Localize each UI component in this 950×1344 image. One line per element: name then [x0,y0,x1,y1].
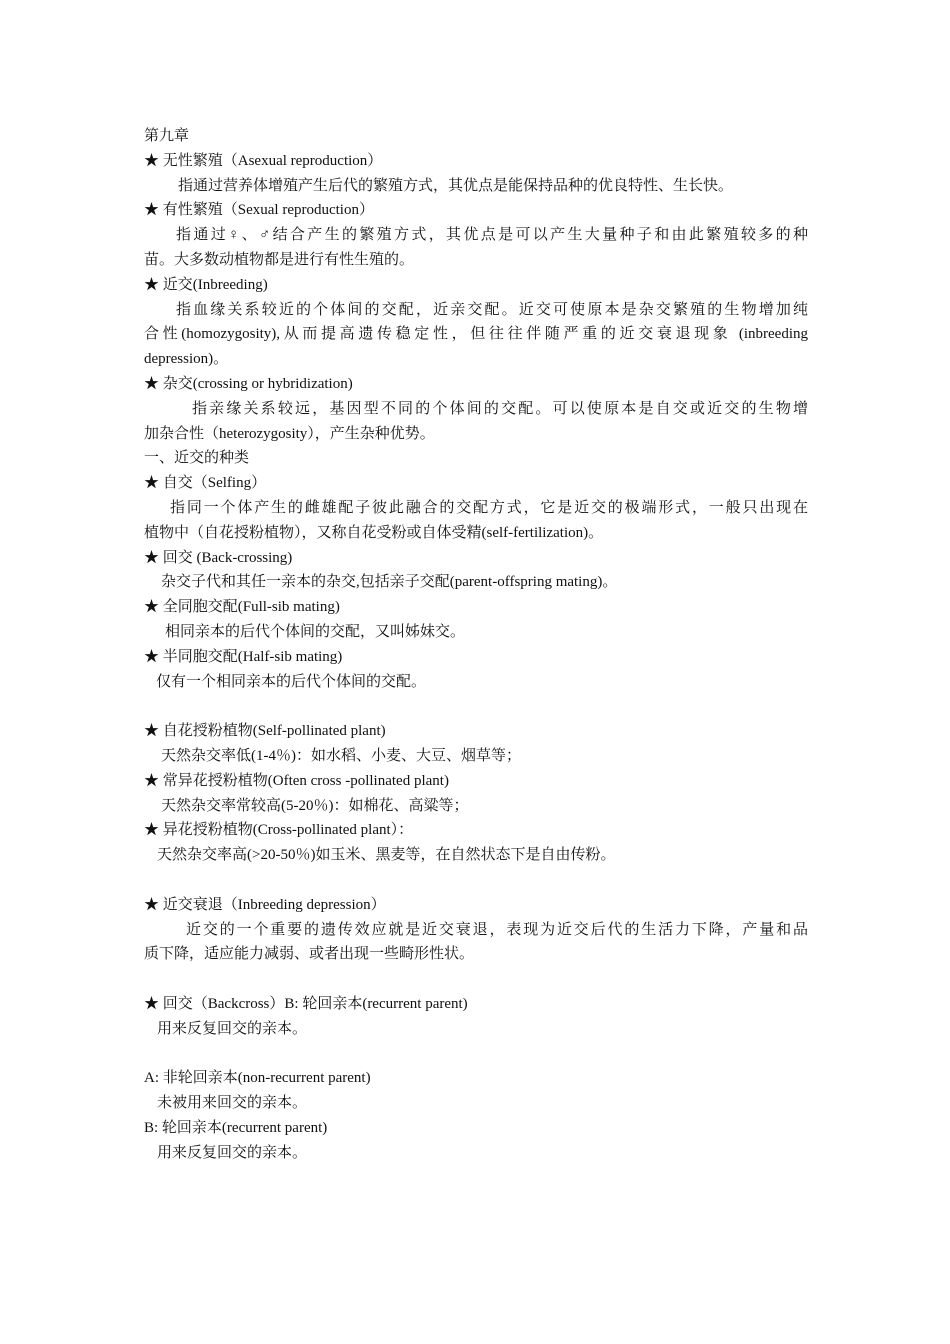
para-inbreeding-depression-2: 质下降，适应能力减弱、或者出现一些畸形性状。 [144,946,475,963]
para-recurrent: 用来反复回交的亲本。 [157,1144,308,1161]
heading-sexual: ★ 有性繁殖（Sexual reproduction） [144,202,374,219]
chapter-title: 第九章 [144,128,190,144]
heading-backcross: ★ 回交（Backcross）B: 轮回亲本(recurrent parent) [144,995,468,1012]
para-half-sib: 仅有一个相同亲本的后代个体间的交配。 [156,673,427,690]
para-often-cross: 天然杂交率常较高(5-20％)：如棉花、高粱等； [161,797,469,814]
heading-inbreeding-depression: ★ 近交衰退（Inbreeding depression） [144,896,386,913]
heading-cross-pollinated: ★ 异花授粉植物(Cross-pollinated plant）： [144,822,414,839]
para-asexual: 指通过营养体增殖产生后代的繁殖方式，其优点是能保持品种的优良特性、生长快。 [178,177,734,194]
para-full-sib: 相同亲本的后代个体间的交配，又叫姊妹交。 [165,623,466,640]
heading-recurrent: B: 轮回亲本(recurrent parent) [144,1119,328,1136]
heading-crossing: ★ 杂交(crossing or hybridization) [144,375,353,392]
para-non-recurrent: 未被用来回交的亲本。 [157,1095,308,1112]
para-cross-pollinated: 天然杂交率高(>20-50％)如玉米、黑麦等，在自然状态下是自由传粉。 [157,847,616,864]
para-inbreeding-1: 指血缘关系较近的个体间的交配，近亲交配。近交可使原本是杂交繁殖的生物增加纯 [176,301,808,318]
section-heading-types: 一、近交的种类 [144,450,250,467]
heading-back-crossing: ★ 回交 (Back-crossing) [144,549,293,566]
heading-selfing: ★ 自交（Selfing） [144,475,267,492]
para-sexual-1: 指通过♀、♂结合产生的繁殖方式，其优点是可以产生大量种子和由此繁殖较多的种 [176,227,808,244]
blank-line [144,868,808,893]
blank-line [144,967,808,992]
heading-full-sib: ★ 全同胞交配(Full-sib mating) [144,599,340,616]
blank-line [144,1041,808,1066]
heading-inbreeding: ★ 近交(Inbreeding) [144,276,268,293]
para-self-pollinated: 天然杂交率低(1-4％)：如水稻、小麦、大豆、烟草等； [161,747,521,764]
blank-line [144,694,808,719]
heading-half-sib: ★ 半同胞交配(Half-sib mating) [144,648,343,665]
para-sexual-2: 苗。大多数动植物都是进行有性生殖的。 [144,251,415,268]
heading-non-recurrent: A: 非轮回亲本(non-recurrent parent) [144,1070,371,1087]
para-back-crossing: 杂交子代和其任一亲本的杂交,包括亲子交配(parent-offspring mating)。 [161,574,618,591]
heading-self-pollinated: ★ 自花授粉植物(Self-pollinated plant) [144,723,386,740]
para-inbreeding-2: 合性(homozygosity),从而提高遗传稳定性，但往往伴随严重的近交衰退现象 (inbreeding [144,326,808,343]
para-selfing-2: 植物中（自花授粉植物），又称自花受粉或自体受精(self-fertilization)。 [144,524,604,541]
para-inbreeding-depression-1: 近交的一个重要的遗传效应就是近交衰退，表现为近交后代的生活力下降，产量和品 [186,921,808,938]
para-crossing-1: 指亲缘关系较远，基因型不同的个体间的交配。可以使原本是自交或近交的生物增 [192,400,808,417]
para-selfing-1: 指同一个体产生的雌雄配子彼此融合的交配方式，它是近交的极端形式，一般只出现在 [170,499,808,516]
heading-asexual: ★ 无性繁殖（Asexual reproduction） [144,152,383,169]
para-crossing-2: 加杂合性（heterozygosity），产生杂种优势。 [144,425,435,442]
heading-often-cross: ★ 常异花授粉植物(Often cross -pollinated plant) [144,772,449,789]
para-backcross: 用来反复回交的亲本。 [157,1020,308,1037]
document-page [144,124,808,1165]
para-inbreeding-3: depression)。 [144,351,229,368]
